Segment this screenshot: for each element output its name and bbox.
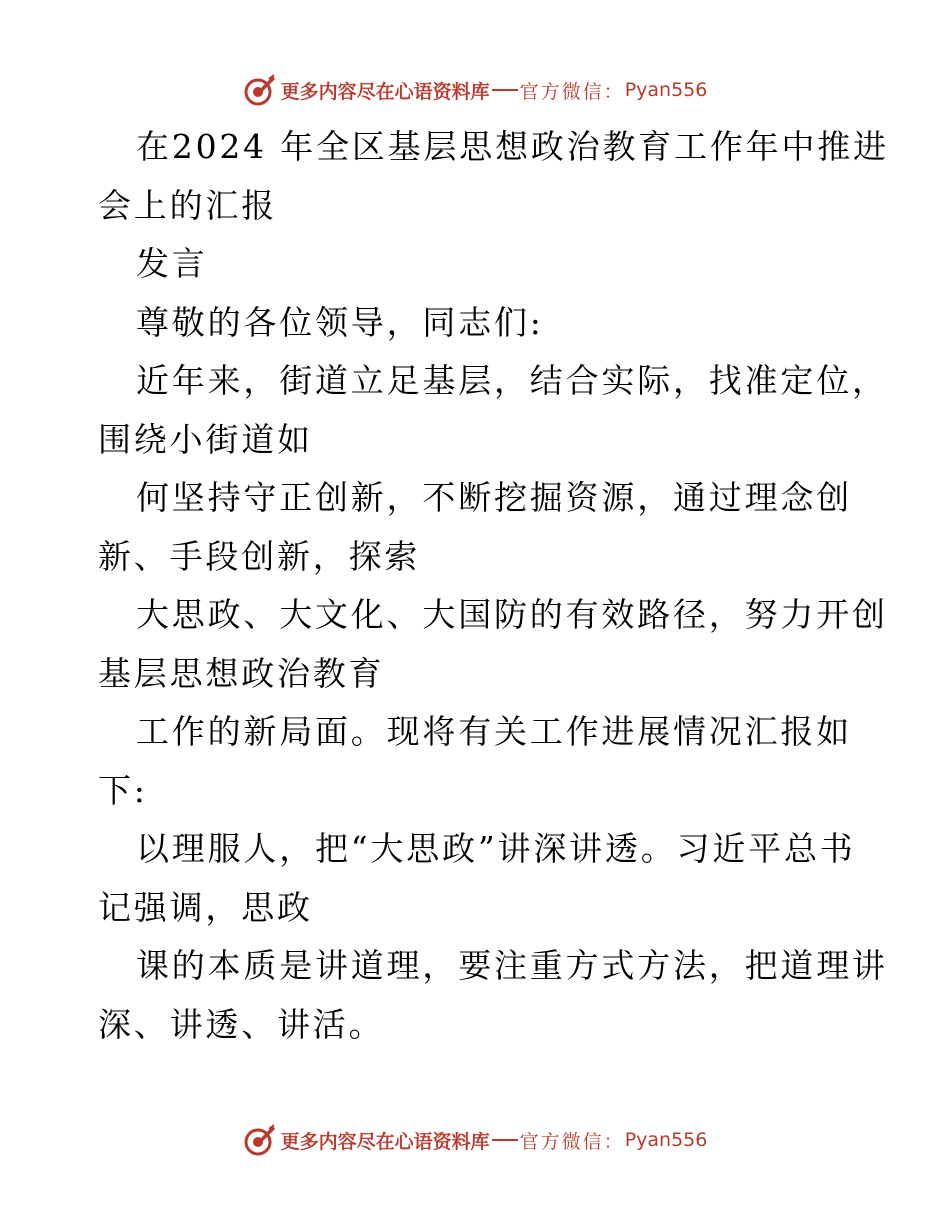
document-line: 围绕小街道如 <box>98 419 313 459</box>
document-line: 新、手段创新，探索 <box>98 536 421 576</box>
document-line: 发言 <box>136 244 208 283</box>
document-line: 课的本质是讲道理，要注重方式方法，把道理讲 <box>136 946 888 985</box>
document-line: 大思政、大文化、大国防的有效路径，努力开创 <box>136 595 888 634</box>
watermark-site-text: 更多内容尽在心语资料库 <box>280 1130 490 1153</box>
header-watermark-banner <box>0 70 950 110</box>
document-body <box>98 118 889 1054</box>
document-line: 近年来，街道立足基层，结合实际，找准定位， <box>136 361 888 400</box>
quill-seal-logo-icon <box>243 1123 277 1157</box>
document-line: 以理服人，把“大思政”讲深讲透。习近平总书 <box>136 829 856 868</box>
watermark-dash <box>492 1139 518 1141</box>
document-line: 尊敬的各位领导，同志们: <box>136 302 544 342</box>
document-line: 在2024 年全区基层思想政治教育工作年中推进 <box>136 127 889 166</box>
document-line: 会上的汇报 <box>98 185 277 225</box>
watermark-wechat-label: 官方微信： <box>519 80 625 103</box>
quill-seal-logo-icon <box>243 73 277 107</box>
document-line: 工作的新局面。现将有关工作进展情况汇报如 <box>136 712 852 751</box>
document-line: 何坚持守正创新，不断挖掘资源，通过理念创 <box>136 478 852 517</box>
watermark-wechat-id: Pyan556 <box>624 79 708 101</box>
watermark-site-text: 更多内容尽在心语资料库 <box>280 80 490 103</box>
document-line: 下: <box>98 770 148 810</box>
watermark-dash <box>492 89 518 91</box>
document-line: 记强调，思政 <box>98 887 313 927</box>
watermark-wechat-label: 官方微信： <box>519 1130 625 1153</box>
document-line: 深、讲透、讲活。 <box>98 1004 385 1044</box>
watermark-wechat-id: Pyan556 <box>624 1129 708 1151</box>
document-line: 基层思想政治教育 <box>98 653 385 693</box>
footer-watermark-banner <box>0 1120 950 1160</box>
